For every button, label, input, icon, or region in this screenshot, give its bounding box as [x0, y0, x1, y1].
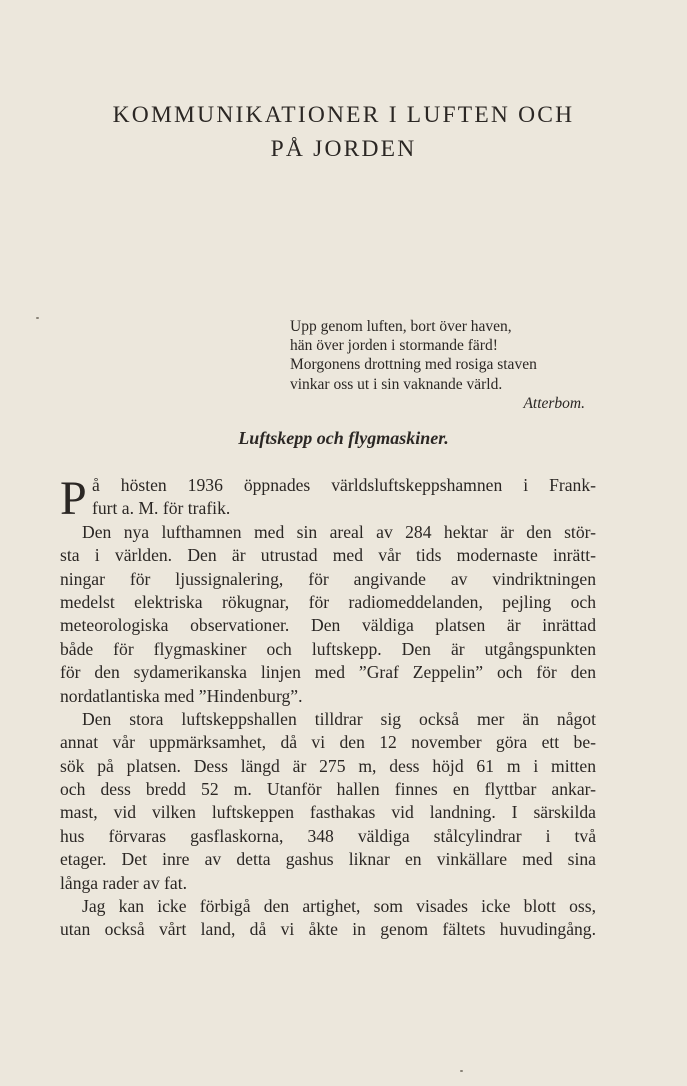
epigraph-line: Morgonens drottning med rosiga staven — [290, 356, 537, 374]
text-line: medelst elektriska rökugnar, för radiomeddelanden, pejling och — [60, 591, 596, 612]
text-line: sta i världen. Den är utrustad med vår tids modernaste inrätt- — [60, 545, 596, 566]
text-line: sök på platsen. Dess längd är 275 m, dess höjd 61 m i mitten — [60, 755, 596, 776]
text-line: för den sydamerikanska linjen med ”Graf Zeppelin” och för den — [60, 662, 596, 683]
text-line: hus förvaras gasflaskorna, 348 väldiga stålcylindrar i två — [60, 825, 596, 846]
epigraph-author: Atterbom. — [523, 394, 585, 412]
text-line: Jag kan icke förbigå den artighet, som visades icke blott oss, — [82, 896, 596, 917]
epigraph-line: hän över jorden i stormande färd! — [290, 337, 498, 355]
text-line: utan också vårt land, då vi åkte in genom fältets huvudingång. — [60, 919, 596, 940]
chapter-title — [40, 98, 647, 166]
text-line: Den stora luftskeppshallen tilldrar sig också mer än något — [82, 708, 596, 729]
paper-speck — [36, 317, 39, 319]
drop-cap: P — [60, 472, 87, 525]
text-line: både för flygmaskiner och luftskepp. Den är utgångspunkten — [60, 638, 596, 659]
text-line: långa rader av fat. — [60, 872, 187, 893]
text-line: Den nya lufthamnen med sin areal av 284 hektar är den stör- — [82, 521, 596, 542]
text-line: och dess bredd 52 m. Utanför hallen finnes en flyttbar ankar- — [60, 779, 596, 800]
text-line: nordatlantiska med ”Hindenburg”. — [60, 685, 303, 706]
text-line: etager. Det inre av detta gashus liknar en vinkällare med sina — [60, 849, 596, 870]
text-line: mast, vid vilken luftskeppen fasthakas vid landning. I särskilda — [60, 802, 596, 823]
paper-speck — [460, 1070, 463, 1072]
chapter-title-line-1: KOMMUNIKATIONER I LUFTEN OCH — [112, 102, 575, 128]
text-line: meteorologiska observationer. Den väldiga platsen är inrättad — [60, 615, 596, 636]
section-heading: Luftskepp och flygmaskiner. — [238, 428, 449, 448]
text-line: å hösten 1936 öppnades världsluftskeppshamnen i Frank- — [92, 475, 596, 495]
body-text — [60, 474, 596, 942]
text-line: furt a. M. för trafik. — [92, 498, 231, 519]
epigraph-line: vinkar oss ut i sin vaknande värld. — [290, 375, 503, 393]
epigraph — [290, 317, 595, 413]
text-line: ningar för ljussignalering, för angivande av vindriktningen — [60, 568, 596, 589]
text-line: annat vår uppmärksamhet, då vi den 12 november göra ett be- — [60, 732, 596, 753]
epigraph-line: Upp genom luften, bort över haven, — [290, 318, 512, 335]
chapter-title-line-2: PÅ JORDEN — [270, 136, 417, 162]
